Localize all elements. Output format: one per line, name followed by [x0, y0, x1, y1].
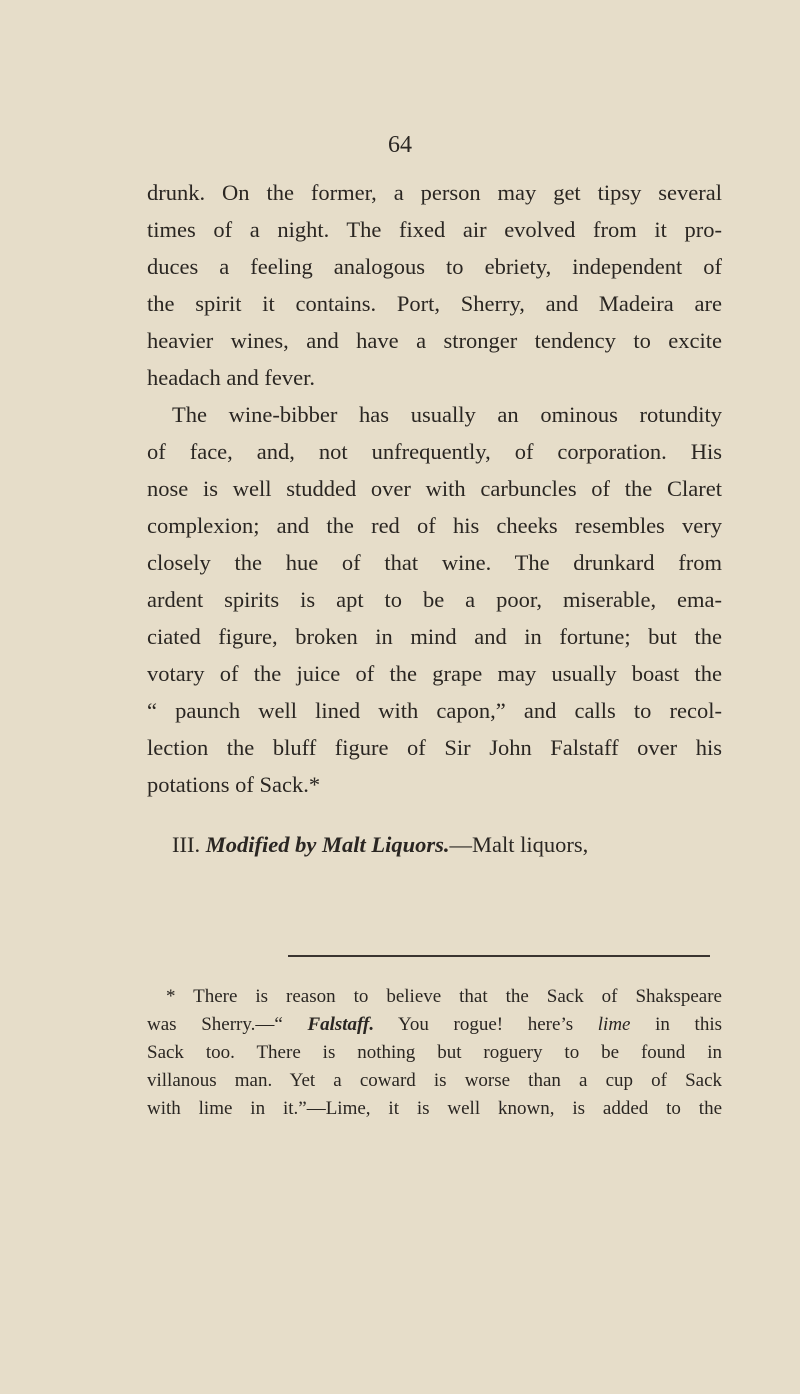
section-text: —Malt liquors,: [449, 832, 589, 857]
footnote-text: You rogue! here’s: [374, 1014, 598, 1035]
body-line: headach and fever.: [147, 365, 316, 390]
body-line: closely the hue of that wine. The drunkard from: [147, 550, 722, 575]
footnote-line: villanous man. Yet a coward is worse than a cup of Sack: [147, 1070, 722, 1091]
body-line: complexion; and the red of his cheeks resembles very: [147, 513, 722, 538]
body-line: potations of Sack.*: [147, 772, 321, 797]
body-line: lection the bluff figure of Sir John Falstaff over his: [147, 735, 722, 760]
footnote-line: * There is reason to believe that the Sack of Shakspeare: [166, 986, 722, 1007]
section-numeral: III.: [172, 832, 201, 857]
body-line: times of a night. The fixed air evolved from it pro-: [147, 217, 722, 242]
body-line: drunk. On the former, a person may get tipsy several: [147, 180, 722, 205]
body-line: The wine-bibber has usually an ominous rotundity: [172, 402, 722, 427]
body-line: nose is well studded over with carbuncles of the Claret: [147, 476, 722, 501]
body-line: “ paunch well lined with capon,” and calls to recol-: [147, 698, 722, 723]
body-line: votary of the juice of the grape may usually boast the: [147, 661, 722, 686]
body-line: ardent spirits is apt to be a poor, miserable, ema-: [147, 587, 722, 612]
body-line: heavier wines, and have a stronger tendency to excite: [147, 328, 722, 353]
footnote-line: Sack too. There is nothing but roguery to be found in: [147, 1042, 722, 1063]
footnote-line: [147, 1013, 722, 1037]
body-line: of face, and, not unfrequently, of corporation. His: [147, 439, 722, 464]
footnote-emphasis: Falstaff.: [307, 1014, 375, 1035]
body-line: the spirit it contains. Port, Sherry, and Madeira are: [147, 291, 722, 316]
page-number: 64: [388, 132, 412, 158]
section-heading: [172, 830, 722, 860]
footnote-rule: [288, 955, 710, 957]
body-line: ciated figure, broken in mind and in fortune; but the: [147, 624, 722, 649]
footnote-emphasis: lime: [597, 1014, 631, 1035]
footnote-text: was Sherry.—“: [147, 1014, 308, 1035]
footnote-text: in this: [630, 1014, 722, 1035]
footnote-line: with lime in it.”—Lime, it is well known, is added to the: [147, 1098, 722, 1119]
section-title: Modified by Malt Liquors.: [205, 832, 450, 857]
body-line: duces a feeling analogous to ebriety, independent of: [147, 254, 722, 279]
